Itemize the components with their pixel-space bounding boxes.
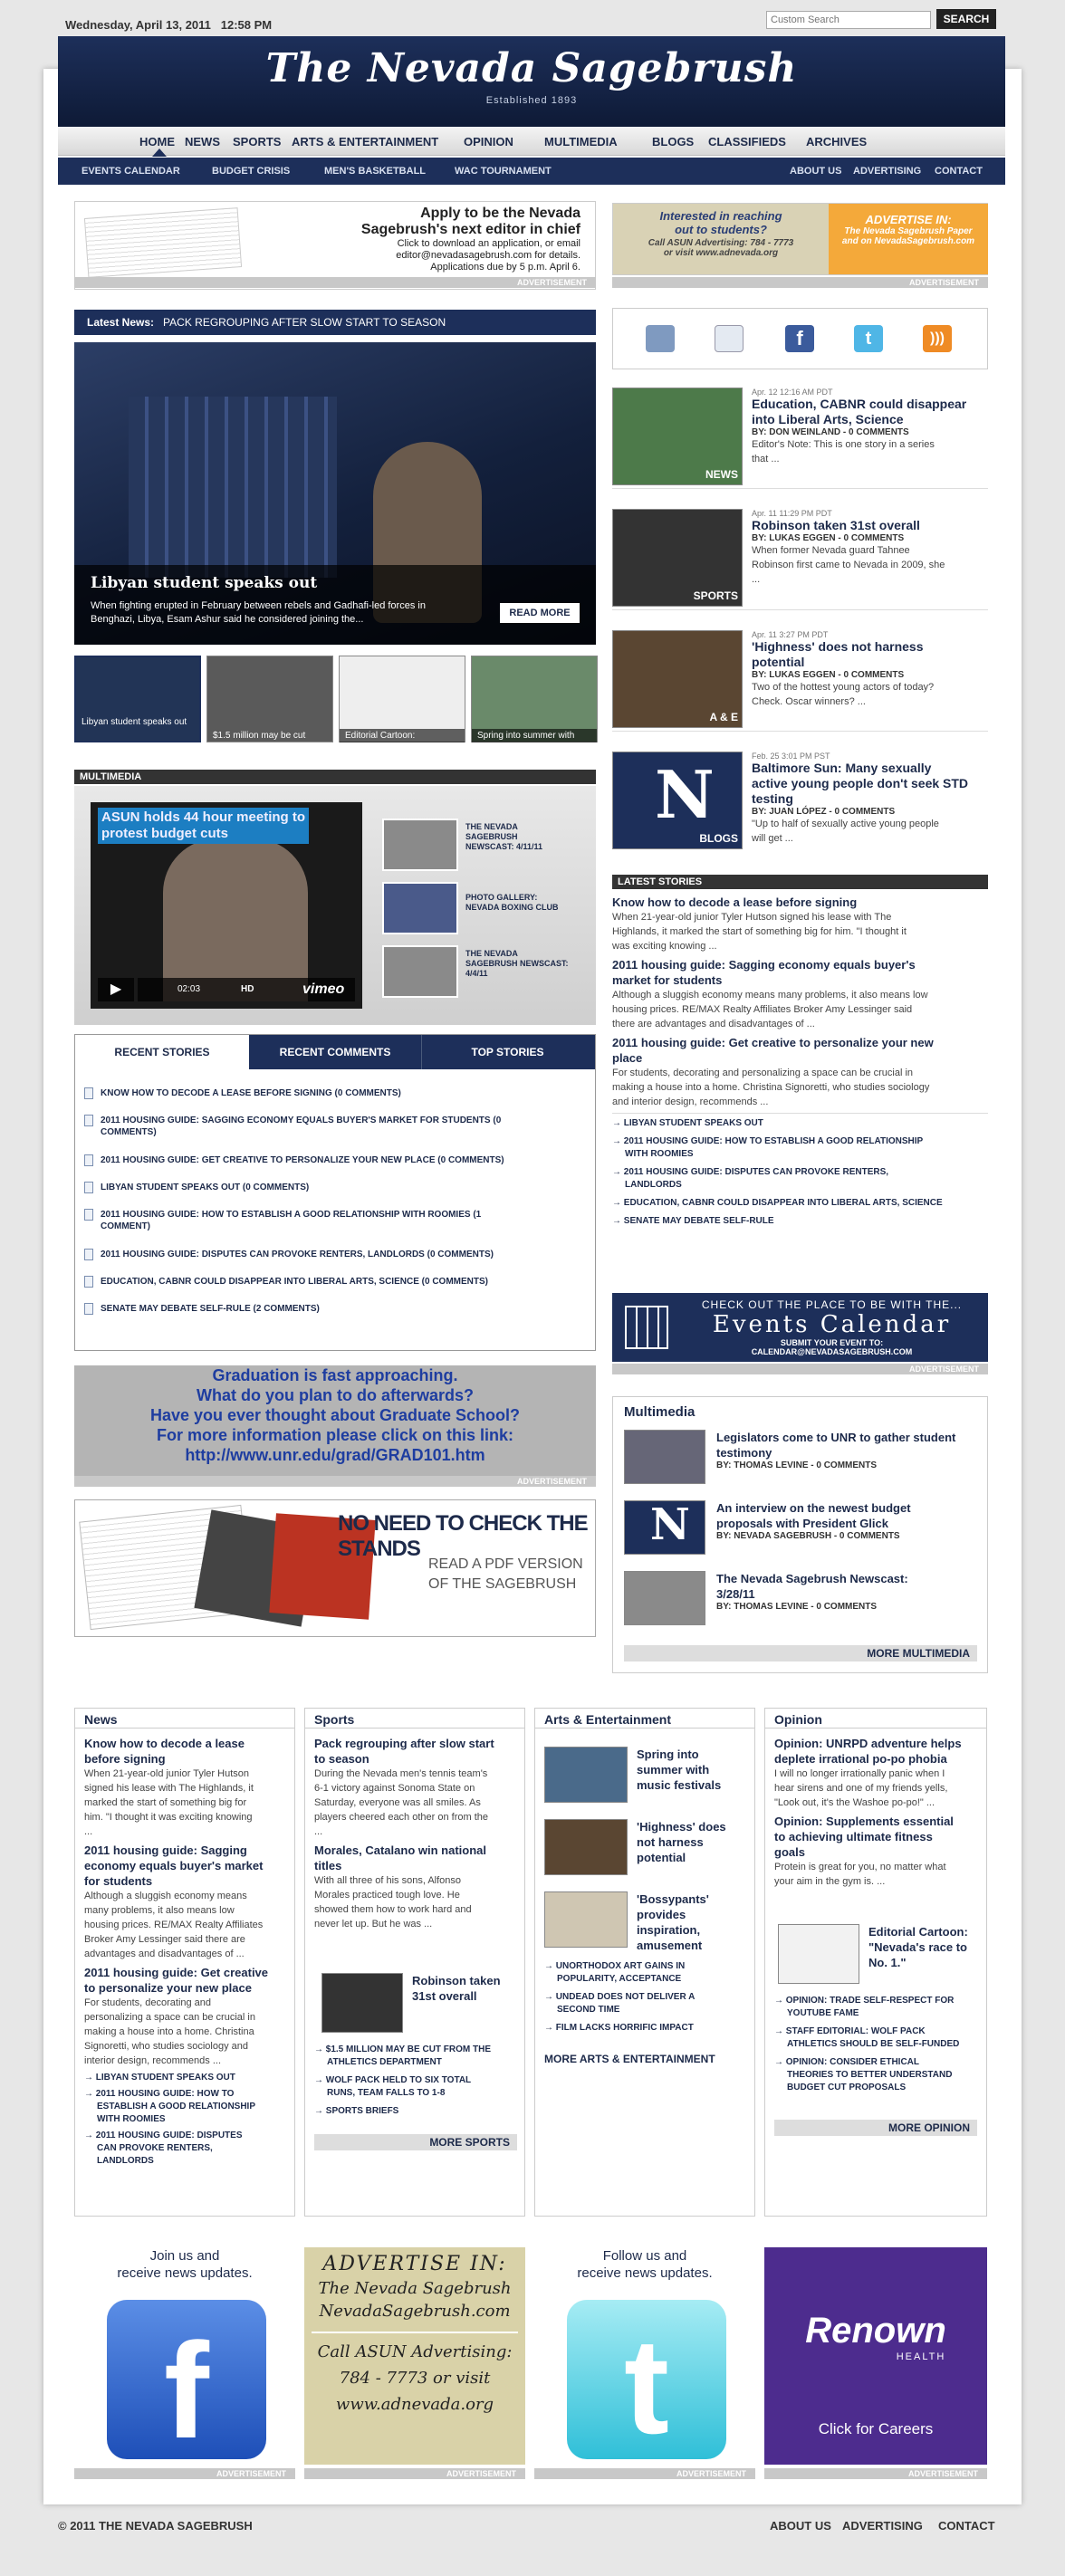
editor-ad[interactable]: Apply to be the Nevada Sagebrush's next editor in chief Click to download an application, or email editor@nevadasagebrush.com for details. Applications due by 5 p.m. April 6. (74, 201, 596, 290)
more-multimedia-button[interactable]: MORE MULTIMEDIA (624, 1645, 977, 1661)
n-logo-icon: N (650, 1499, 690, 1550)
search-input[interactable] (766, 11, 931, 29)
renown-ad[interactable]: Renown HEALTH Click for Careers (764, 2247, 987, 2465)
nav-arts[interactable]: ARTS & ENTERTAINMENT (292, 135, 439, 148)
list-item[interactable]: EDUCATION, CABNR COULD DISAPPEAR INTO LIBERAL ARTS, SCIENCE (0 COMMENTS) (84, 1276, 573, 1288)
nav-opinion[interactable]: OPINION (464, 135, 513, 148)
masthead[interactable] (58, 36, 1005, 127)
multimedia-section: ASUN holds 44 hour meeting to protest budget cuts ▶ 02:03 HD vimeo THE NEVADA SAGEBRUSH NEWSCAST: 4/11/11 PHOTO GALLERY: NEVADA BOXING CLUB THE NEVADA SAGEBRUSH NEWSCAST: 4/4/11 (74, 786, 596, 1025)
subnav-advertising[interactable]: ADVERTISING (853, 166, 922, 177)
opinion-column: Opinion Opinion: UNRPD adventure helps deplete irrational po-po phobia I will no longer irrationally panic when I hear sirens and one of my friends yells, "Look out, it's the Washoe po-po!" ... Opinion: Supplements essential to achieving ultimate fitness goals Protein is great for you, no matter what your aim in the gym is. ... Editorial Cartoon: "Nevada's race to No. 1." → OPINION: TRADE SELF-RESPECT FOR YOUTUBE FAME → STAFF EDITORIAL: WOLF PACK ATHLETICS SHOULD BE SELF-FUNDED → OPINION: CONSIDER ETHICAL THEORIES TO BETTER UNDERSTAND BUDGET CUT PROPOSALS MORE OPINION (764, 1708, 987, 2217)
nav-sports[interactable]: SPORTS (233, 135, 282, 148)
rss-reader-icon[interactable] (646, 325, 675, 352)
side-story[interactable]: NEWS Apr. 12 12:16 AM PDT Education, CABNR could disappear into Liberal Arts, Science BY: DON WEINLAND - 0 COMMENTS Editor's Note: This is one story in a series that ... (612, 388, 988, 489)
copyright: © 2011 THE NEVADA SAGEBRUSH (58, 2519, 253, 2533)
subnav-about[interactable]: ABOUT US (790, 166, 842, 177)
nav-blogs[interactable]: BLOGS (652, 135, 695, 148)
recent-stories-panel (74, 1034, 596, 1351)
footer-about[interactable]: ABOUT US (770, 2519, 831, 2533)
twitter-icon: t (567, 2300, 726, 2459)
twitter-ad[interactable]: Follow us and receive news updates. t (534, 2247, 755, 2465)
site-logo: The Nevada Sagebrush (265, 45, 798, 91)
subnav-events[interactable]: EVENTS CALENDAR (82, 166, 180, 177)
social-icons-bar (612, 308, 988, 369)
read-more-button[interactable]: READ MORE (500, 603, 580, 623)
calendar-icon (625, 1306, 668, 1349)
rss-icon[interactable]: ))) (923, 325, 952, 352)
nav-active-indicator (152, 148, 167, 157)
video-thumb-3[interactable] (382, 945, 458, 998)
nav-home[interactable]: HOME (139, 135, 175, 148)
feature-thumbs (74, 656, 598, 742)
advertise-in-ad[interactable]: ADVERTISE IN: The Nevada Sagebrush NevadaSagebrush.com Call ASUN Advertising: 784 - 7773 or visit www.adnevada.org (304, 2247, 525, 2465)
pdf-version-ad[interactable]: NO NEED TO CHECK THE STANDS READ A PDF VERSION OF THE SAGEBRUSH (74, 1499, 596, 1637)
video-caption: ASUN holds 44 hour meeting to protest budget cuts (98, 808, 309, 844)
subnav-wac[interactable]: WAC TOURNAMENT (455, 166, 552, 177)
side-story[interactable]: SPORTS Apr. 11 11:29 PM PDT Robinson taken 31st overall BY: LUKAS EGGEN - 0 COMMENTS When former Nevada guard Tahnee Robinson first came to Nevada in 2009, she ... (612, 509, 988, 610)
latest-stories-label: LATEST STORIES (612, 875, 988, 889)
video-thumb-1[interactable] (382, 819, 458, 871)
tab-recent-comments[interactable]: RECENT COMMENTS (279, 1046, 391, 1058)
list-item[interactable]: SENATE MAY DEBATE SELF-RULE (2 COMMENTS) (84, 1303, 573, 1315)
list-item[interactable]: 2011 HOUSING GUIDE: HOW TO ESTABLISH A GOOD RELATIONSHIP WITH ROOMIES (1 COMMENT) (84, 1209, 573, 1232)
latest-stories: Know how to decode a lease before signing When 21-year-old junior Tyler Hutson signed his lease with The Highlands, it marked the start of something big for him. "I thought it was exciting knowing ... 2011 housing guide: Sagging economy equals buyer's market for students Although a sluggish economy means many problems, it also means low housing prices. RE/MAX Realty Affiliates Broker Amy Lessinger said there are advantages and disadvantages of ... 2011 housing guide: Get creative to personalize your new place For students, decorating and personalizing a space can be crucial in making a house into a home. Christina Signoretti, who studies sociology and interior design, recommends ... → LIBYAN STUDENT SPEAKS OUT → 2011 HOUSING GUIDE: HOW TO ESTABLISH A GOOD RELATIONSHIP WITH ROOMIES → 2011 HOUSING GUIDE: DISPUTES CAN PROVOKE RENTERS, LANDLORDS → EDUCATION, CABNR COULD DISAPPEAR INTO LIBERAL ARTS, SCIENCE → SENATE MAY DEBATE SELF-RULE (612, 895, 988, 1228)
newspaper-image (84, 207, 242, 278)
latest-news-ticker[interactable]: Latest News: PACK REGROUPING AFTER SLOW START TO SEASON (74, 310, 596, 335)
footer-advertising[interactable]: ADVERTISING (842, 2519, 923, 2533)
video-thumb-2[interactable] (382, 882, 458, 934)
list-item[interactable]: 2011 HOUSING GUIDE: DISPUTES CAN PROVOKE RENTERS, LANDLORDS (0 COMMENTS) (84, 1249, 573, 1260)
asun-ad[interactable]: Interested in reaching out to students? Call ASUN Advertising: 784 - 7773 or visit www.adnevada.org ADVERTISE IN: The Nevada Sagebrush Paper and on NevadaSagebrush.com (612, 203, 988, 275)
side-stories (612, 388, 988, 867)
news-column: News Know how to decode a lease before signing When 21-year-old junior Tyler Hutson signed his lease with The Highlands, it marked the start of something big for him. "I thought it was exciting knowing ... 2011 housing guide: Sagging economy equals buyer's market for students Although a sluggish economy means many problems, it also means low housing prices. RE/MAX Realty Affiliates Broker Amy Lessinger said there are advantages and disadvantages of ... 2011 housing guide: Get creative to personalize your new place For students, decorating and personalizing a space can be crucial in making a house into a home. Christina Signoretti, who studies sociology and interior design, recommends ... → LIBYAN STUDENT SPEAKS OUT → 2011 HOUSING GUIDE: HOW TO ESTABLISH A GOOD RELATIONSHIP WITH ROOMIES → 2011 HOUSING GUIDE: DISPUTES CAN PROVOKE RENTERS, LANDLORDS (74, 1708, 295, 2217)
side-story[interactable]: A & E Apr. 11 3:27 PM PDT 'Highness' does not harness potential BY: LUKAS EGGEN - 0 COMMENTS Two of the hottest young actors of today? Check. Oscar winners? ... (612, 630, 988, 732)
tab-top-stories[interactable]: TOP STORIES (421, 1035, 593, 1069)
arts-column: Arts & Entertainment Spring into summer with music festivals 'Highness' does not harness potential 'Bossypants' provides inspiration, amusement → UNORTHODOX ART GAINS IN POPULARITY, ACCEPTANCE → UNDEAD DOES NOT DELIVER A SECOND TIME → FILM LACKS HORRIFIC IMPACT MORE ARTS & ENTERTAINMENT (534, 1708, 755, 2217)
search-button[interactable]: SEARCH (936, 9, 996, 29)
subnav-contact[interactable]: CONTACT (935, 166, 983, 177)
sports-photo[interactable] (321, 1973, 403, 2033)
thumb-3[interactable]: Editorial Cartoon: (339, 656, 465, 742)
feature-excerpt: When fighting erupted in February between rebels and Gadhafi-led forces in Benghazi, Libya, Esam Ashur said he considered joining the... (91, 600, 426, 625)
ad-label: ADVERTISEMENT (74, 277, 596, 288)
thumb-1[interactable]: Libyan student speaks out (74, 656, 201, 742)
n-logo-icon: N (655, 756, 715, 833)
twitter-icon[interactable]: t (854, 325, 883, 352)
multimedia-label: MULTIMEDIA (74, 770, 596, 784)
tab-recent-stories[interactable]: RECENT STORIES (75, 1035, 249, 1069)
footer-contact[interactable]: CONTACT (938, 2519, 995, 2533)
side-story[interactable]: N BLOGS Feb. 25 3:01 PM PST Baltimore Sun: Many sexually active young people don't seek STD testing BY: JUAN LÓPEZ - 0 COMMENTS "Up to half of sexually active young people will get ... (612, 752, 988, 866)
feature-image[interactable] (74, 342, 596, 645)
list-item[interactable]: 2011 HOUSING GUIDE: GET CREATIVE TO PERSONALIZE YOUR NEW PLACE (0 COMMENTS) (84, 1154, 573, 1166)
play-icon[interactable]: ▶ (98, 978, 134, 1001)
nav-multimedia[interactable]: MULTIMEDIA (544, 135, 618, 148)
more-opinion-button[interactable]: MORE OPINION (774, 2120, 977, 2136)
nav-news[interactable]: NEWS (185, 135, 220, 148)
facebook-ad[interactable]: Join us and receive news updates. f (74, 2247, 295, 2465)
facebook-icon: f (107, 2300, 266, 2459)
established-text: Established 1893 (485, 95, 578, 106)
sub-nav (58, 158, 1005, 185)
date-time: Wednesday, April 13, 2011 12:58 PM (65, 18, 273, 32)
more-arts-button[interactable]: MORE ARTS & ENTERTAINMENT (544, 2053, 715, 2065)
main-nav (58, 127, 1005, 156)
video-controls[interactable]: 02:03 HD vimeo (138, 978, 355, 1001)
list-item[interactable]: 2011 HOUSING GUIDE: SAGGING ECONOMY EQUALS BUYER'S MARKET FOR STUDENTS (0 COMMENTS) (84, 1115, 573, 1138)
video-player[interactable] (91, 802, 362, 1009)
email-icon[interactable] (715, 325, 744, 352)
list-item[interactable]: LIBYAN STUDENT SPEAKS OUT (0 COMMENTS) (84, 1182, 573, 1193)
more-sports-button[interactable]: MORE SPORTS (314, 2134, 517, 2150)
nav-classifieds[interactable]: CLASSIFIEDS (708, 135, 786, 148)
sports-column: Sports Pack regrouping after slow start to season During the Nevada men's tennis team's 6-1 victory against Sonoma State on Saturday, everyone was all smiles. As players cheered each other on from the ... Morales, Catalano win national titles With all three of his sons, Alfonso Morales practiced tough love. He showed them how to work hard and never let up. But he was ... Robinson taken 31st overall → $1.5 MILLION MAY BE CUT FROM THE ATHLETICS DEPARTMENT → WOLF PACK HELD TO SIX TOTAL RUNS, TEAM FALLS TO 1-8 → SPORTS BRIEFS MORE SPORTS (304, 1708, 525, 2217)
graduate-school-ad[interactable]: Graduation is fast approaching. What do you plan to do afterwards? Have you ever thought about Graduate School? For more information please click on this link: http://www.unr.edu/grad/GRAD101.htm (74, 1365, 596, 1476)
feature-title[interactable]: Libyan student speaks out (91, 574, 318, 592)
events-calendar-ad[interactable]: CHECK OUT THE PLACE TO BE WITH THE... Events Calendar SUBMIT YOUR EVENT TO: CALENDAR@NEVADASAGEBRUSH.COM (612, 1293, 988, 1362)
subnav-basketball[interactable]: MEN'S BASKETBALL (324, 166, 427, 177)
thumb-4[interactable]: Spring into summer with (471, 656, 598, 742)
list-item[interactable]: KNOW HOW TO DECODE A LEASE BEFORE SIGNING (0 COMMENTS) (84, 1087, 573, 1099)
cartoon-thumb[interactable] (778, 1924, 859, 1984)
subnav-budget[interactable]: BUDGET CRISIS (212, 166, 291, 177)
multimedia-box: Multimedia Legislators come to UNR to gather student testimony BY: THOMAS LEVINE - 0 COMMENTS N An interview on the newest budget proposals with President Glick BY: NEVADA SAGEBRUSH - 0 COMMENTS The Nevada Sagebrush Newscast: 3/28/11 BY: THOMAS LEVINE - 0 COMMENTS MORE MULTIMEDIA (612, 1396, 988, 1673)
facebook-icon[interactable]: f (785, 325, 814, 352)
nav-archives[interactable]: ARCHIVES (806, 135, 868, 148)
thumb-2[interactable]: $1.5 million may be cut (206, 656, 333, 742)
